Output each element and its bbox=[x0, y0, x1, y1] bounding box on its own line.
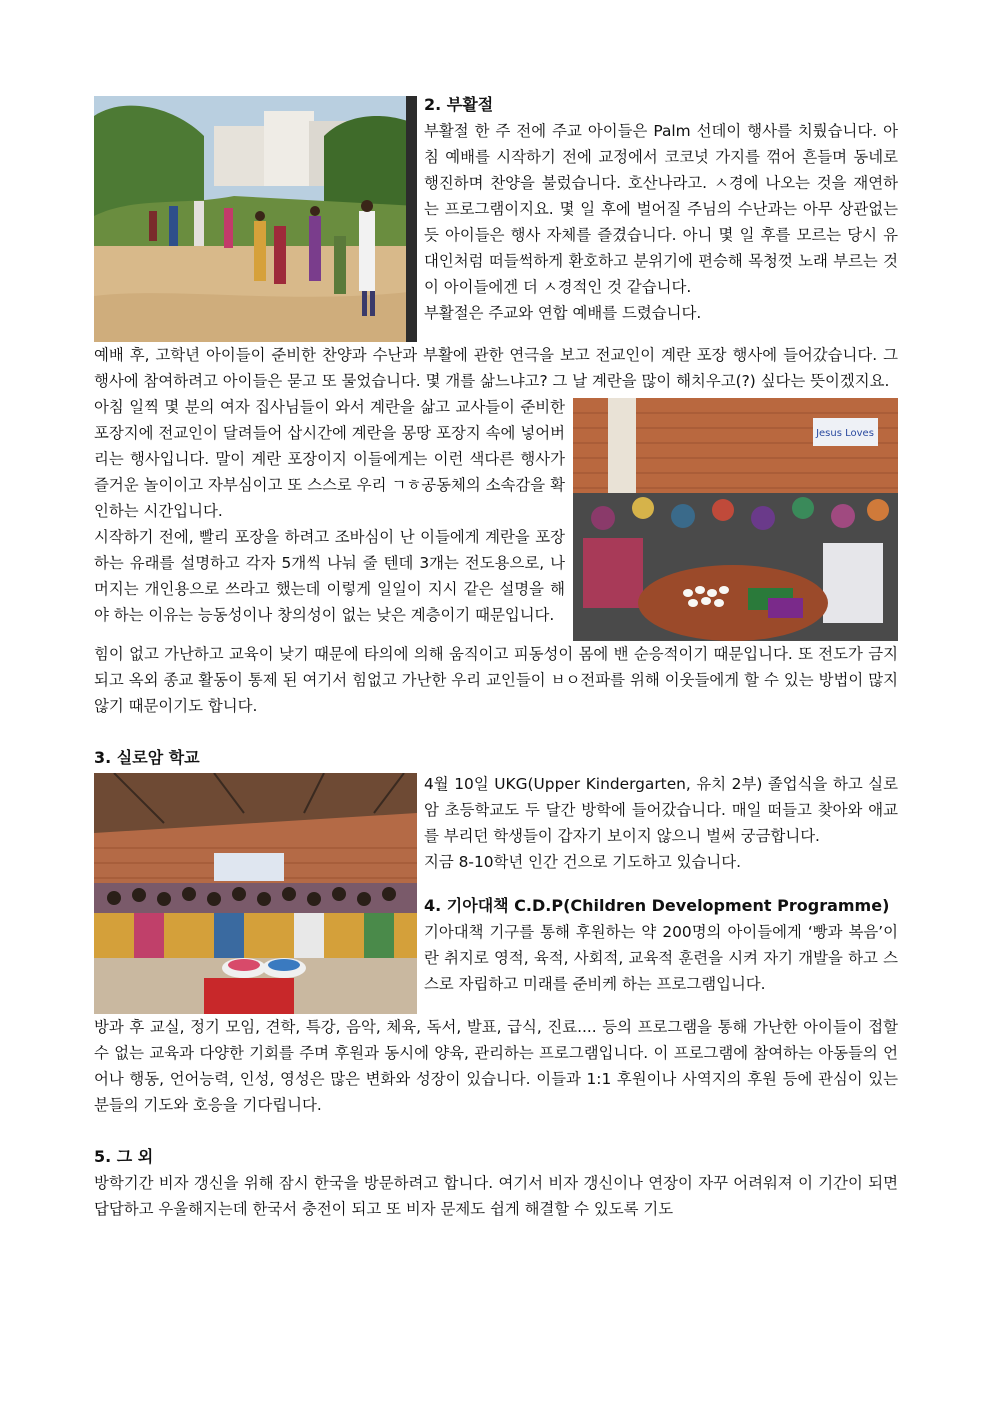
section3-para2: 지금 8-10학년 인간 건으로 기도하고 있습니다. bbox=[424, 853, 742, 871]
section4-heading: 4. 기아대책 C.D.P(Children Development Programme) bbox=[424, 896, 890, 915]
section2-para6: 힘이 없고 가난하고 교육이 낮기 때문에 타의에 의해 움직이고 피동성이 몸에 밴 순응적이기 때문입니다. 또 전도가 금지되고 옥외 종교 활동이 통제 된 여기서 힘없고 가난한 우리 교인들이 ㅂㅇ전파를 위해 이웃들에게 할 수 있는 방법이 많지 않기 때문이기도 합니다. bbox=[94, 645, 898, 715]
section2-para2: 부활절은 주교와 연합 예배를 드렸습니다. bbox=[424, 304, 702, 322]
graduation-group-photo bbox=[94, 773, 417, 1014]
section2-heading: 2. 부활절 bbox=[424, 95, 494, 114]
section4-para2: 방과 후 교실, 정기 모임, 견학, 특강, 음악, 체육, 독서, 발표, 급식, 진료.... 등의 프로그램을 통해 가난한 아이들이 접할 수 없는 교육과 다양한 기회를 주며 후원과 동시에 양육, 관리하는 프로그램입니다. 이 프로그램에 참여하는 아동들의 언어나 행동, 언어능력, 인성, 영성은 많은 변화와 성장이 있습니다. 이들과 1:1 후원이나 사역지의 후원 등에 관심이 있는 분들의 기도와 호응을 기다립니다. bbox=[94, 1018, 898, 1114]
egg-packing-event-photo bbox=[573, 398, 898, 641]
banner-text: Jesus Loves bbox=[816, 428, 874, 439]
palm-sunday-procession-photo bbox=[94, 96, 417, 342]
section5-para1: 방학기간 비자 갱신을 위해 잠시 한국을 방문하려고 합니다. 여기서 비자 갱신이나 연장이 자꾸 어려워져 이 기간이 되면 답답하고 우울해지는데 한국서 충전이 되고 또 비자 문제도 쉽게 해결할 수 있도록 기도 bbox=[94, 1174, 898, 1218]
section2-para1: 부활절 한 주 전에 주교 아이들은 Palm 선데이 행사를 치뤘습니다. 아침 예배를 시작하기 전에 교정에서 코코넛 가지를 꺾어 흔들며 동네로 행진하며 찬양을 불렀습니다. 호산나라고. ㅅ경에 나오는 것을 재연하는 프로그램이지요. 몇 일 후에 벌어질 주님의 수난과는 아무 상관없는 듯 아이들은 행사 자체를 즐겼습니다. 아니 몇 일 후를 모르는 당시 유대인처럼 떠들썩하게 환호하고 분위기에 편승해 목청껏 노래 부르는 것이 아이들에겐 더 ㅅ경적인 것 같습니다. bbox=[424, 122, 898, 296]
section2-para4: 아침 일찍 몇 분의 여자 집사님들이 와서 계란을 삶고 교사들이 준비한 포장지에 전교인이 달려들어 삽시간에 계란을 몽땅 포장지 속에 넣어버리는 행사입니다. 말이 계란 포장이지 이들에게는 이런 색다른 행사가 즐거운 놀이이고 자부심이고 또 스스로 우리 ㄱㅎ공동체의 소속감을 확인하는 시간입니다. bbox=[94, 398, 565, 520]
section3-heading: 3. 실로암 학교 bbox=[94, 748, 200, 767]
section2-para5: 시작하기 전에, 빨리 포장을 하려고 조바심이 난 이들에게 계란을 포장하는 유래를 설명하고 각자 5개씩 나눠 줄 텐데 3개는 전도용으로, 나머지는 개인용으로 쓰라고 했는데 이렇게 일일이 지시 같은 설명을 해야 하는 이유는 능동성이나 창의성이 없는 낮은 계층이기 때문입니다. bbox=[94, 528, 565, 624]
section4-para1: 기아대책 기구를 통해 후원하는 약 200명의 아이들에게 ‘빵과 복음’이란 취지로 영적, 육적, 사회적, 교육적 훈련을 시켜 자기 개발을 하고 스스로 자립하고 미래를 준비케 하는 프로그램입니다. bbox=[424, 923, 898, 993]
section5-heading: 5. 그 외 bbox=[94, 1147, 154, 1166]
section3-para1: 4월 10일 UKG(Upper Kindergarten, 유치 2부) 졸업식을 하고 실로암 초등학교도 두 달간 방학에 들어갔습니다. 매일 떠들고 찾아와 애교를 부리던 학생들이 갑자기 보이지 않으니 벌써 궁금합니다. bbox=[424, 775, 898, 845]
section2-para3: 예배 후, 고학년 아이들이 준비한 찬양과 수난과 부활에 관한 연극을 보고 전교인이 계란 포장 행사에 들어갔습니다. 그 행사에 참여하려고 아이들은 묻고 또 물었습니다. 몇 개를 삶느냐고? 그 날 계란을 많이 해치우고(?) 싶다는 뜻이겠지요. bbox=[94, 346, 898, 390]
document-page bbox=[94, 92, 898, 1222]
